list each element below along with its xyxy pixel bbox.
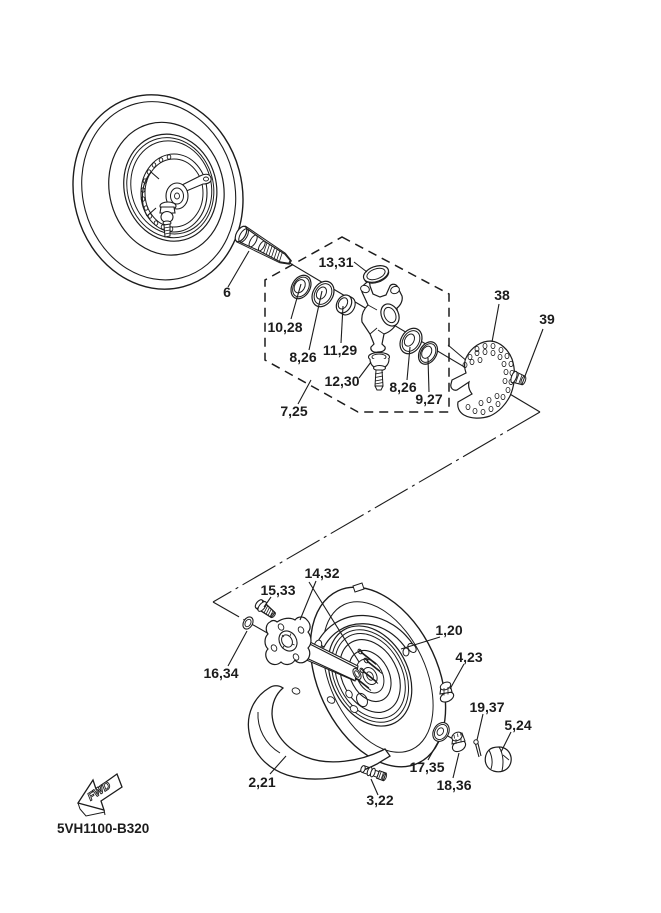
steering-knuckle-drawing [360,282,403,352]
castle-nut-drawing [450,730,467,754]
callout-wheel-hub: 14,32 [304,565,340,581]
spacer-collar-drawing [333,292,358,317]
callout-ball-joint: 12,30 [324,373,360,389]
disc-guard-drawing [451,341,515,418]
callout-wheel-spindle: 6 [223,284,231,300]
callout-disc-guard: 38 [494,287,510,303]
callout-front-wheel: 1,20 [435,622,463,638]
callout-front-tire: 2,21 [248,774,276,790]
callout-guard-bolt: 39 [539,311,555,327]
callout-castle-nut: 18,36 [436,777,472,793]
callout-tire-valve: 3,22 [366,792,394,808]
callout-washer: 17,35 [409,759,445,775]
tire-valve-drawing [360,764,388,782]
callout-cotter-pin: 19,37 [469,699,505,715]
o-ring-drawing [241,615,255,631]
hub-bolt-drawing [253,598,277,621]
assembled-wheel-drawing [51,76,264,309]
callout-knuckle-assembly: 7,25 [280,403,308,419]
callout-axle-nut: 4,23 [455,649,483,665]
callout-spacer-collar: 11,29 [322,342,358,358]
bearing-inner-drawing [308,277,339,310]
callout-oil-seal-inner: 10,28 [267,319,303,335]
cotter-pin-drawing [474,740,481,757]
callout-knuckle-cap: 13,31 [318,254,354,270]
callout-hub-bolt: 15,33 [260,582,296,598]
callout-bearing-outer: 8,26 [389,379,417,395]
callout-o-ring: 16,34 [203,665,239,681]
callout-bearing-inner: 8,26 [289,349,317,365]
callout-oil-seal-outer: 9,27 [415,391,443,407]
callout-hub-cap: 5,24 [504,717,532,733]
fwd-arrow [78,774,122,816]
ball-joint-drawing [369,353,390,391]
diagram-code: 5VH1100-B320 [57,821,150,836]
oil-seal-inner-drawing [287,272,315,303]
hub-cap-drawing [485,747,511,772]
fwd-label: FWD [85,779,114,804]
